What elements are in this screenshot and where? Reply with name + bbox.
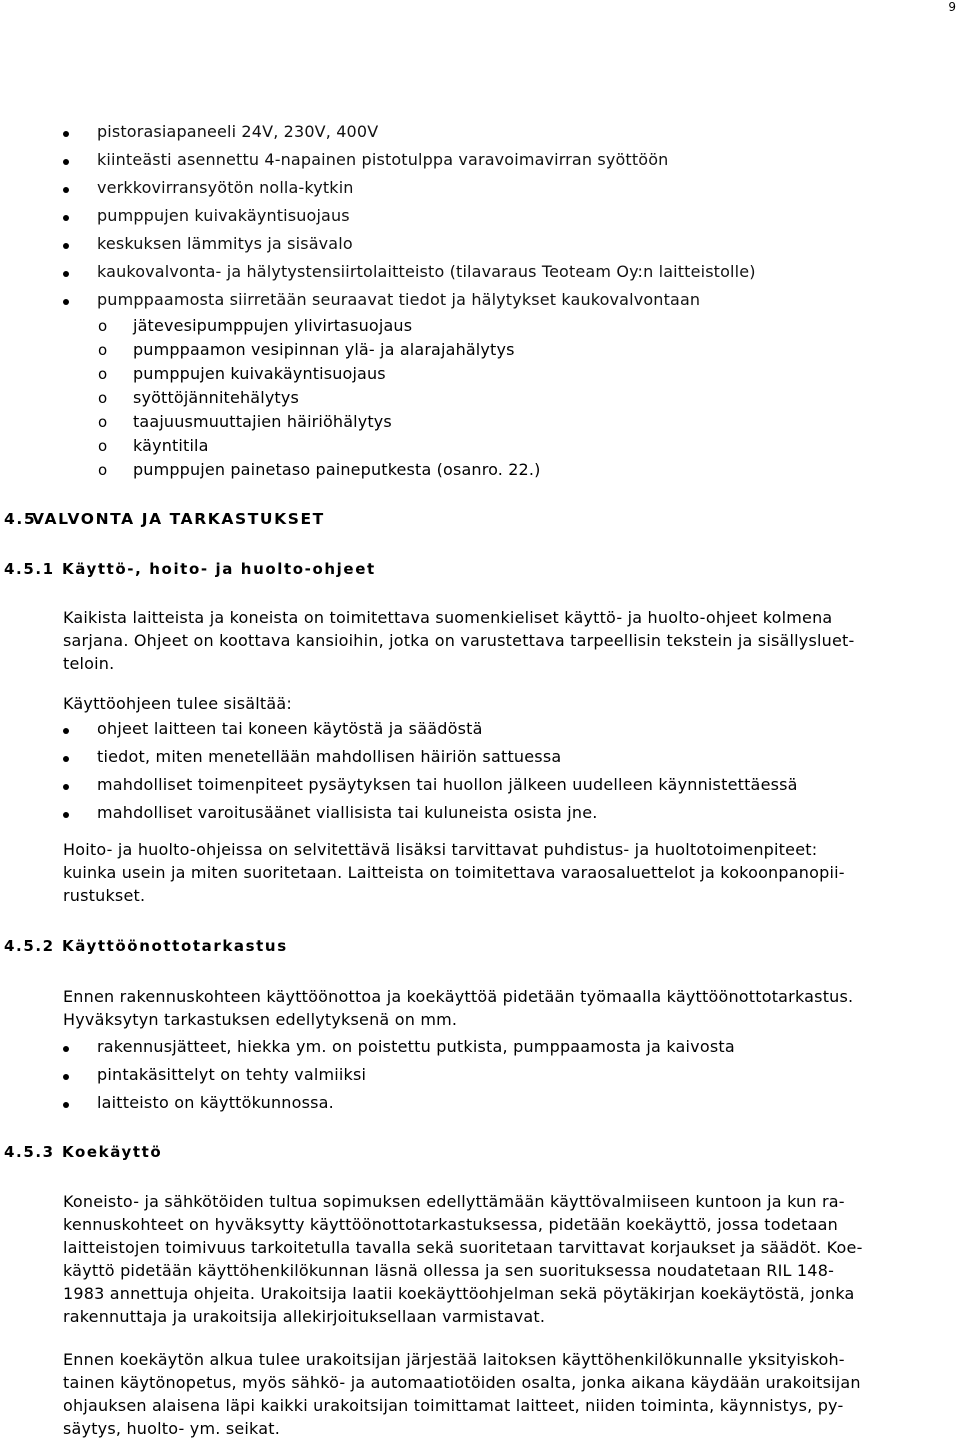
paragraph-line: Ennen koekäytön alkua tulee urakoitsijan järjestää laitoksen käyttöhenkilökunnalle yksityiskoh- [63, 1350, 845, 1369]
paragraph [63, 1348, 943, 1440]
list-item: pumppaamosta siirretään seuraavat tiedot ja hälytykset kaukovalvontaan [97, 290, 701, 309]
bullet-icon [63, 299, 69, 305]
section-title: Käyttöönottotarkastus [62, 937, 288, 955]
paragraph [63, 1190, 943, 1328]
list-item: tiedot, miten menetellään mahdollisen häiriön sattuessa [97, 747, 562, 766]
list-intro [63, 692, 943, 715]
list-item: keskuksen lämmitys ja sisävalo [97, 234, 353, 253]
paragraph-line: Hoito- ja huolto-ohjeissa on selvitettävä lisäksi tarvittavat puhdistus- ja huoltotoimenpiteet: [63, 840, 818, 859]
sub-list-item: käyntitila [133, 436, 209, 455]
paragraph-line: laitteistojen toimivuus tarkoitetulla tavalla sekä suoritetaan tarvittavat korjaukset ja säädöt. Koe- [63, 1238, 863, 1257]
list-item: rakennusjätteet, hiekka ym. on poistettu putkista, pumppaamosta ja kaivosta [97, 1037, 735, 1056]
paragraph-line: käyttö pidetään käyttöhenkilökunnan läsnä ollessa ja sen suorituksessa noudatetaan RIL 148- [63, 1261, 835, 1280]
paragraph-line: rustukset. [63, 886, 146, 905]
sub-list-marker: o [98, 365, 108, 383]
sub-list-item: pumppaamon vesipinnan ylä- ja alarajahälytys [133, 340, 515, 359]
paragraph-line: Koneisto- ja sähkötöiden tultua sopimuksen edellyttämään käyttövalmiiseen kuntoon ja kun ra- [63, 1192, 845, 1211]
paragraph-line: rakennuttaja ja urakoitsija allekirjoituksellaan varmistavat. [63, 1307, 546, 1326]
section-title: VALVONTA JA TARKASTUKSET [32, 510, 325, 528]
list-item: verkkovirransyötön nolla-kytkin [97, 178, 354, 197]
sub-list-marker: o [98, 437, 108, 455]
bullet-icon [63, 1074, 69, 1080]
paragraph-line: 1983 annettuja ohjeita. Urakoitsija laatii koekäyttöohjelman sekä pöytäkirjan koekäytöstä, jonka [63, 1284, 855, 1303]
sub-list-item: jätevesipumppujen ylivirtasuojaus [133, 316, 413, 335]
bullet-icon [63, 271, 69, 277]
sub-list-item: pumppujen kuivakäyntisuojaus [133, 364, 386, 383]
bullet-icon [63, 728, 69, 734]
paragraph-line: Käyttöohjeen tulee sisältää: [63, 694, 292, 713]
sub-list-item: pumppujen painetaso paineputkesta (osanro. 22.) [133, 460, 541, 479]
section-title: Käyttö-, hoito- ja huolto-ohjeet [62, 560, 376, 578]
section-number: 4.5.3 [4, 1143, 55, 1161]
section-heading-4-5-2 [4, 937, 288, 955]
paragraph [63, 985, 943, 1031]
bullet-icon [63, 784, 69, 790]
section-heading-4-5 [4, 510, 325, 528]
paragraph-line: kuinka usein ja miten suoritetaan. Laitteista on toimitettava varaosaluettelot ja kokoonpanopii- [63, 863, 845, 882]
page-number: 9 [948, 0, 956, 14]
section-number: 4.5.2 [4, 937, 55, 955]
section-heading-4-5-1 [4, 560, 376, 578]
paragraph-line: ohjauksen alaisena läpi kaikki urakoitsijan toimittamat laitteet, niiden toiminta, käynnistys, py- [63, 1396, 844, 1415]
paragraph-line: Hyväksytyn tarkastuksen edellytyksenä on mm. [63, 1010, 458, 1029]
list-item: pumppujen kuivakäyntisuojaus [97, 206, 350, 225]
paragraph [63, 838, 943, 907]
list-item: kiinteästi asennettu 4-napainen pistotulppa varavoimavirran syöttöön [97, 150, 669, 169]
sub-list-marker: o [98, 389, 108, 407]
bullet-icon [63, 187, 69, 193]
list-item: pistorasiapaneeli 24V, 230V, 400V [97, 122, 379, 141]
bullet-icon [63, 215, 69, 221]
section-title: Koekäyttö [62, 1143, 163, 1161]
bullet-icon [63, 159, 69, 165]
paragraph-line: kennuskohteet on hyväksytty käyttöönottotarkastuksessa, pidetään koekäyttö, jossa todetaan [63, 1215, 838, 1234]
bullet-icon [63, 131, 69, 137]
bullet-icon [63, 812, 69, 818]
sub-list-item: syöttöjännitehälytys [133, 388, 299, 407]
paragraph-line: Ennen rakennuskohteen käyttöönottoa ja koekäyttöä pidetään työmaalla käyttöönottotarkastus. [63, 987, 854, 1006]
section-heading-4-5-3 [4, 1143, 162, 1161]
bullet-icon [63, 243, 69, 249]
sub-list-marker: o [98, 461, 108, 479]
sub-list-marker: o [98, 317, 108, 335]
paragraph-line: teloin. [63, 654, 115, 673]
paragraph-line: sarjana. Ohjeet on koottava kansioihin, jotka on varustettava tarpeellisin tekstein ja sisällysluet- [63, 631, 855, 650]
list-item: mahdolliset toimenpiteet pysäytyksen tai huollon jälkeen uudelleen käynnistettäessä [97, 775, 798, 794]
paragraph-line: Kaikista laitteista ja koneista on toimitettava suomenkieliset käyttö- ja huolto-ohjeet kolmena [63, 608, 833, 627]
section-number: 4.5 [4, 510, 37, 528]
bullet-icon [63, 756, 69, 762]
paragraph [63, 606, 943, 675]
section-number: 4.5.1 [4, 560, 55, 578]
bullet-icon [63, 1102, 69, 1108]
list-item: mahdolliset varoitusäänet viallisista tai kuluneista osista jne. [97, 803, 598, 822]
list-item: kaukovalvonta- ja hälytystensiirtolaitteisto (tilavaraus Teoteam Oy:n laitteistolle) [97, 262, 756, 281]
paragraph-line: säytys, huolto- ym. seikat. [63, 1419, 280, 1438]
list-item: ohjeet laitteen tai koneen käytöstä ja säädöstä [97, 719, 483, 738]
list-item: laitteisto on käyttökunnossa. [97, 1093, 334, 1112]
sub-list-marker: o [98, 413, 108, 431]
list-item: pintakäsittelyt on tehty valmiiksi [97, 1065, 367, 1084]
sub-list-marker: o [98, 341, 108, 359]
bullet-icon [63, 1046, 69, 1052]
sub-list-item: taajuusmuuttajien häiriöhälytys [133, 412, 392, 431]
paragraph-line: tainen käytönopetus, myös sähkö- ja automaatiotöiden osalta, jonka aikana käydään urakoitsijan [63, 1373, 861, 1392]
